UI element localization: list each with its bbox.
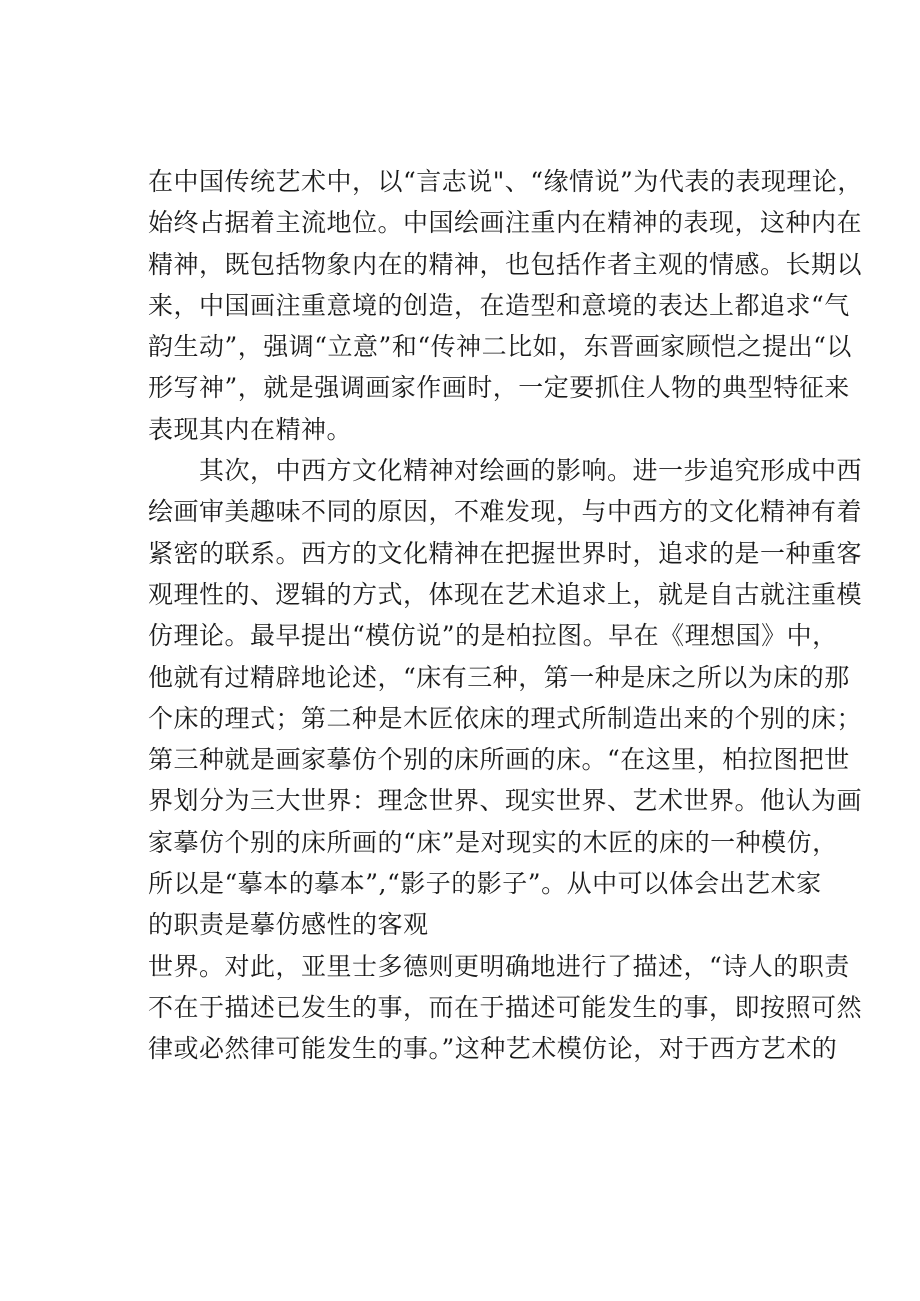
text-line: 在中国传统艺术中，以“言志说"、“缘情说”为代表的表现理论， (148, 167, 863, 196)
text-line: 来，中国画注重意境的创造，在造型和意境的表达上都追求“气 (148, 290, 850, 320)
text-line: 形写神”，就是强调画家作画时，一定要抓住人物的典型特征来 (148, 373, 850, 403)
body-text (148, 161, 863, 1070)
text-line: 界划分为三大世界：理念世界、现实世界、艺术世界。他认为画 (148, 786, 863, 816)
text-line: 世界。对此，亚里士多德则更明确地进行了描述，“诗人的职责 (148, 951, 850, 981)
text-line: 的职责是摹仿感性的客观 (148, 910, 429, 940)
text-line: 表现其内在精神。 (148, 414, 353, 444)
text-line: 观理性的、逻辑的方式，体现在艺术追求上，就是自古就注重模 (148, 579, 863, 609)
text-line: 个床的理式；第二种是木匠依床的理式所制造出来的个别的床； (148, 703, 863, 733)
text-line: 律或必然律可能发生的事。”这种艺术模仿论，对于西方艺术的 (148, 1034, 838, 1064)
text-line: 精神，既包括物象内在的精神，也包括作者主观的情感。长期以 (148, 249, 863, 279)
text-line: 第三种就是画家摹仿个别的床所画的床。“在这里，柏拉图把世 (148, 745, 850, 775)
text-line: 仿理论。最早提出“模仿说”的是柏拉图。早在《理想国》中， (148, 621, 838, 651)
text-line: 始终占据着主流地位。中国绘画注重内在精神的表现，这种内在 (148, 208, 863, 238)
text-line: 不在于描述已发生的事，而在于描述可能发生的事，即按照可然 (148, 992, 863, 1022)
text-line: 他就有过精辟地论述，“床有三种，第一种是床之所以为床的那 (148, 662, 850, 692)
text-line: 其次，中西方文化精神对绘画的影响。进一步追究形成中西 (148, 456, 863, 486)
text-line: 紧密的联系。西方的文化精神在把握世界时，追求的是一种重客 (148, 538, 863, 568)
text-line: 家摹仿个别的床所画的“床”是对现实的木匠的床的一种模仿， (148, 827, 838, 857)
text-line: 所以是“摹本的摹本”,“影子的影子”。从中可以体会出艺术家 (148, 869, 822, 899)
text-line: 韵生动”，强调“立意”和“传神二比如，东晋画家顾恺之提出“以 (148, 332, 852, 362)
text-line: 绘画审美趣味不同的原因，不难发现，与中西方的文化精神有着 (148, 497, 863, 527)
